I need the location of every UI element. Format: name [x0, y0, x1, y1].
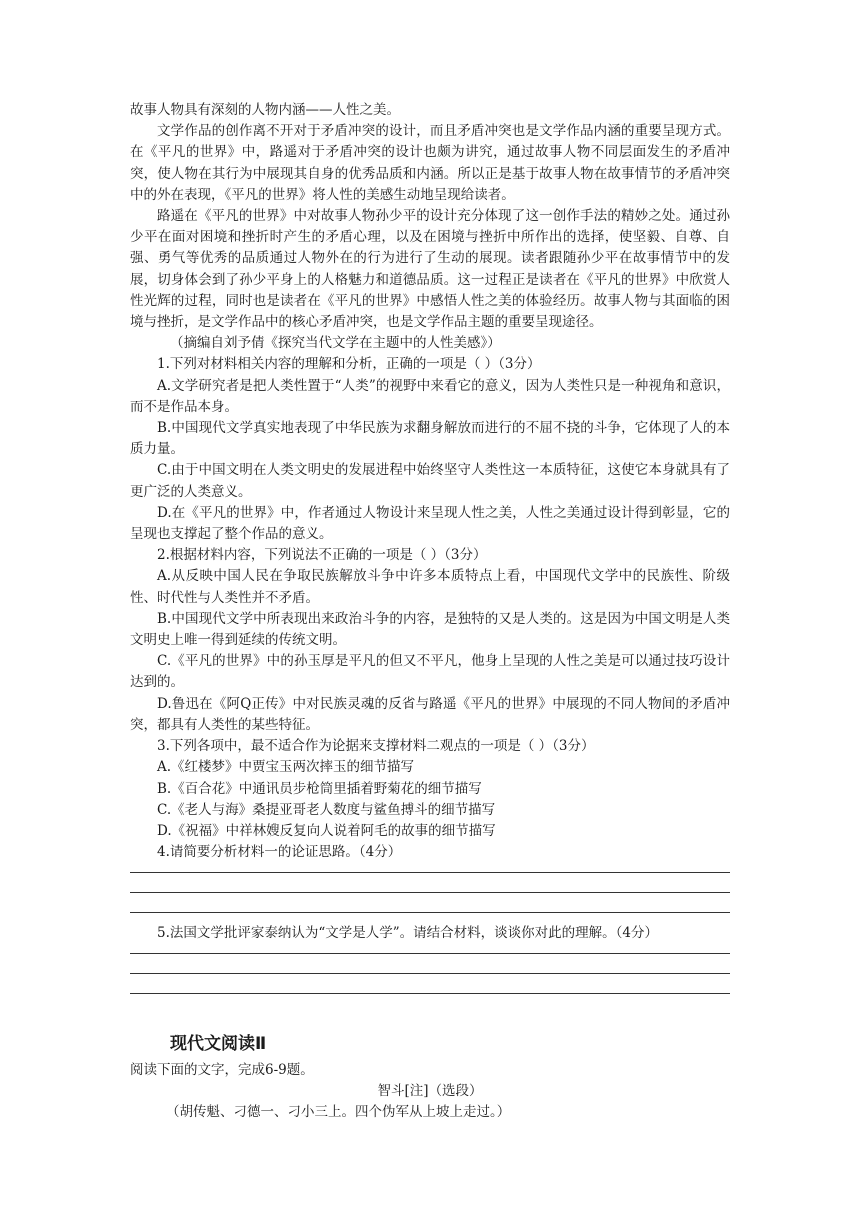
question-3-option-c: C.《老人与海》桑提亚哥老人数度与鲨鱼搏斗的细节描写: [157, 801, 496, 818]
text-title: 智斗[注]（选段）: [377, 1082, 483, 1099]
question-1-option-a: A.文学研究者是把人类性置于“人类”的视野中来看它的意义，因为人类性只是一种视角和意识，而不是作品本身。: [130, 377, 730, 415]
question-1-option-c: C.由于中国文明在人类文明史的发展进程中始终坚守人类性这一本质特征，这使它本身就具有了更广泛的人类意义。: [130, 462, 730, 500]
question-2-option-c: C.《平凡的世界》中的孙玉厚是平凡的但又不平凡，他身上呈现的人性之美是可以通过技巧设计达到的。: [130, 653, 730, 691]
question-3-option-d: D.《祝福》中祥林嫂反复向人说着阿毛的故事的细节描写: [157, 822, 496, 839]
section-instruction: 阅读下面的文字，完成6-9题。: [130, 1061, 314, 1078]
answer-lines-q5: [130, 953, 730, 994]
answer-line: [130, 912, 730, 913]
passage-paragraph: 文学作品的创作离不开对于矛盾冲突的设计，而且矛盾冲突也是文学作品内涵的重要呈现方式。在《平凡的世界》中，路遥对于矛盾冲突的设计也颇为讲究，通过故事人物不同层面发生的矛盾冲突，使人物在其行为中展现其自身的优秀品质和内涵。所以正是基于故事人物在故事情节的矛盾冲突中的外在表现，《平凡的世界》将人性的美感生动地呈现给读者。: [130, 123, 730, 203]
question-1-option-b: B.中国现代文学真实地表现了中华民族为求翻身解放而进行的不屈不挠的斗争，它体现了人的本质力量。: [130, 420, 730, 458]
answer-line: [130, 973, 730, 974]
question-5-stem: 5.法国文学批评家泰纳认为“文学是人学”。请结合材料，谈谈你对此的理解。（4分）: [157, 925, 659, 942]
answer-line: [130, 993, 730, 994]
question-2-stem: 2.根据材料内容，下列说法不正确的一项是（ ）（3分）: [157, 547, 487, 564]
question-2-option-b: B.中国现代文学中所表现出来政治斗争的内容，是独特的又是人类的。这是因为中国文明是人类文明史上唯一得到延续的传统文明。: [130, 610, 730, 649]
question-2-option-d: D.鲁迅在《阿Q正传》中对民族灵魂的反省与路遥《平凡的世界》中展现的不同人物间的矛盾冲突，都具有人类性的某些特征。: [130, 695, 730, 733]
passage-source: （摘编自刘予倩《探究当代文学在主题中的人性美感》）: [170, 335, 501, 352]
question-3-option-a: A.《红楼梦》中贾宝玉两次摔玉的细节描写: [157, 759, 415, 776]
question-3-option-b: B.《百合花》中通讯员步枪筒里插着野菊花的细节描写: [157, 780, 482, 797]
passage-line: 故事人物具有深刻的人物内涵——人性之美。: [130, 102, 400, 118]
question-1-stem: 1.下列对材料相关内容的理解和分析，正确的一项是（ ）（3分）: [157, 356, 541, 373]
answer-line: [130, 953, 730, 954]
question-3-stem: 3.下列各项中，最不适合作为论据来支撑材料二观点的一项是（ ）（3分）: [157, 738, 595, 755]
passage-paragraph: 路遥在《平凡的世界》中对故事人物孙少平的设计充分体现了这一创作手法的精妙之处。通过孙少平在面对困境和挫折时产生的矛盾心理，以及在困境与挫折中所作出的选择，使坚毅、自尊、自强、勇气等优秀的品质通过人物外在的行为进行了生动的展现。读者跟随孙少平在故事情节中的发展，切身体会到了孙少平身上的人格魅力和道德品质。这一过程正是读者在《平凡的世界》中欣赏人性光辉的过程，同时也是读者在《平凡的世界》中感悟人性之美的体验经历。故事人物与其面临的困境与挫折，是文学作品中的核心矛盾冲突，也是文学作品主题的重要呈现途径。: [130, 208, 730, 331]
document-page: [130, 100, 730, 1123]
section-title: 现代文阅读Ⅱ: [170, 1033, 267, 1054]
answer-lines-q4: [130, 872, 730, 913]
question-2-option-a: A.从反映中国人民在争取民族解放斗争中许多本质特点上看，中国现代文学中的民族性、阶级性、时代性与人类性并不矛盾。: [130, 568, 730, 606]
question-1-option-d: D.在《平凡的世界》中，作者通过人物设计来呈现人性之美，人性之美通过设计得到彰显，它的呈现也支撑起了整个作品的意义。: [130, 504, 730, 543]
answer-line: [130, 872, 730, 873]
stage-direction: （胡传魁、刁德一、刁小三上。四个伪军从上坡上走过。）: [166, 1103, 511, 1120]
answer-line: [130, 892, 730, 893]
question-4-stem: 4.请简要分析材料一的论证思路。（4分）: [157, 844, 402, 861]
